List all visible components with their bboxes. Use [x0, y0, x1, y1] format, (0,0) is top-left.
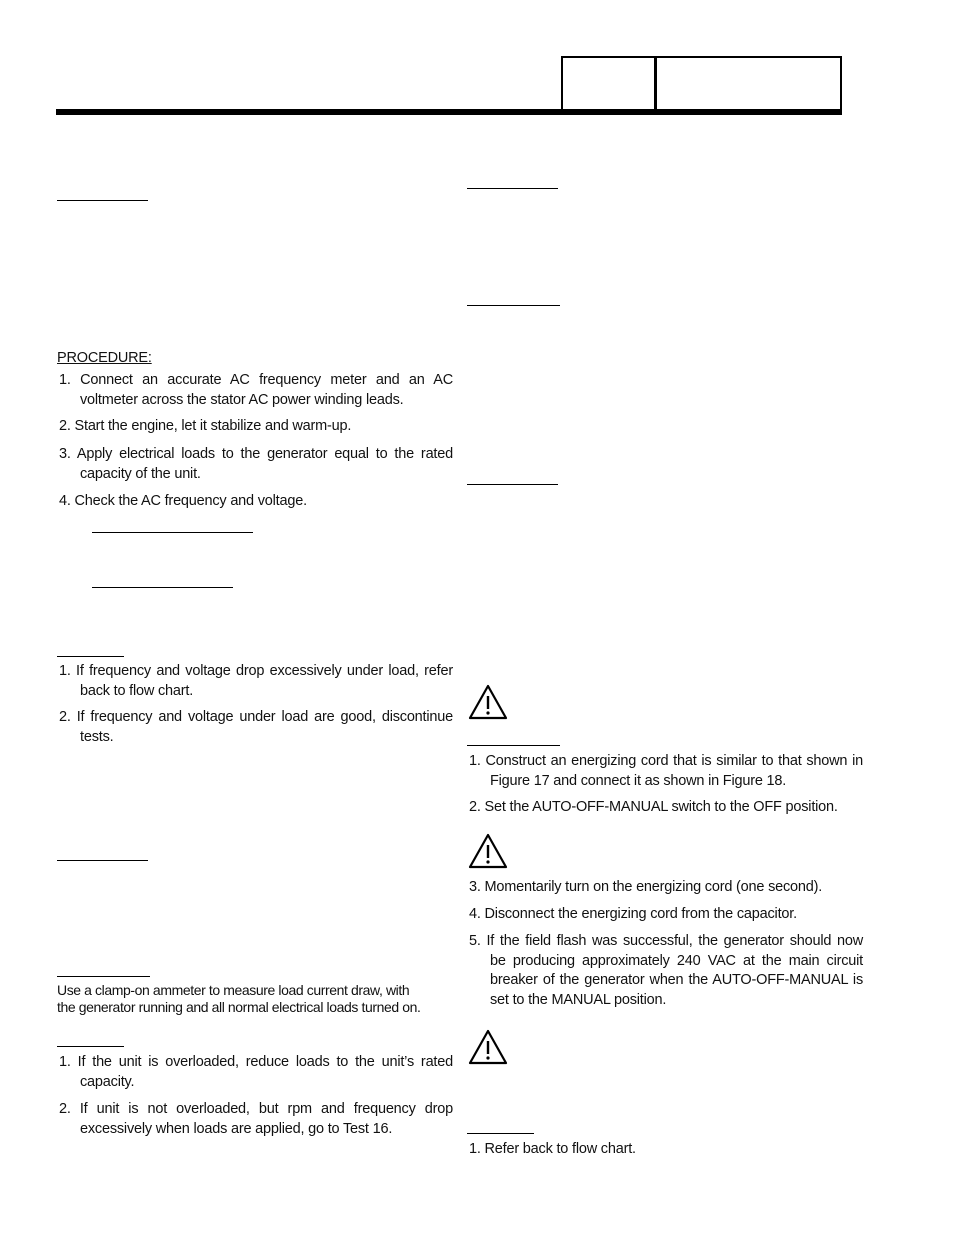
heading-underline: [467, 745, 560, 746]
heading-underline: [92, 587, 233, 588]
heading-underline: [92, 532, 253, 533]
header-rule: [56, 109, 842, 115]
procedure-step: 4. Check the AC frequency and voltage.: [59, 493, 307, 509]
procedure-step: 1. Construct an energizing cord that is similar to that shown in Figure 17 and connect it as shown in Figure 18.: [469, 753, 863, 789]
result-item: 1. If the unit is overloaded, reduce loads to the unit’s rated capacity.: [59, 1054, 453, 1090]
header-box-title: [654, 56, 842, 111]
procedure-step: 2. Start the engine, let it stabilize and warm-up.: [59, 418, 352, 434]
warning-triangle-icon: [468, 1029, 508, 1065]
heading-underline: [57, 656, 124, 657]
warning-triangle-icon: [468, 684, 508, 720]
procedure-step: 4. Disconnect the energizing cord from the capacitor.: [469, 906, 797, 922]
heading-underline: [57, 1046, 124, 1047]
heading-underline: [57, 976, 150, 977]
result-item: 2. If frequency and voltage under load are good, discontinue tests.: [59, 709, 453, 745]
procedure-step: 3. Momentarily turn on the energizing cord (one second).: [469, 879, 823, 895]
heading-underline: [467, 188, 558, 189]
heading-underline: [57, 860, 148, 861]
procedure-heading: PROCEDURE:: [57, 350, 152, 366]
warning-triangle-icon: [468, 833, 508, 869]
result-item: 1. If frequency and voltage drop excessively under load, refer back to flow chart.: [59, 663, 453, 699]
procedure-step: 3. Apply electrical loads to the generator equal to the rated capacity of the unit.: [59, 446, 453, 482]
heading-underline: [467, 484, 558, 485]
heading-underline: [467, 1133, 534, 1134]
header-box-section: [561, 56, 657, 111]
procedure-text: Use a clamp-on ammeter to measure load current draw, with the generator running and all normal electrical loads turned on.: [57, 982, 421, 1015]
procedure-step: 2. Set the AUTO-OFF-MANUAL switch to the OFF position.: [469, 799, 838, 815]
procedure-step: 1. Connect an accurate AC frequency meter and an AC voltmeter across the stator AC power winding leads.: [59, 372, 453, 408]
heading-underline: [57, 200, 148, 201]
result-item: 2. If unit is not overloaded, but rpm and frequency drop excessively when loads are applied, go to Test 16.: [59, 1101, 453, 1137]
procedure-step: 5. If the field flash was successful, the generator should now be producing approximately 240 VAC at the main circuit breaker of the generator when the AUTO-OFF-MANUAL is set to the MANUAL position.: [469, 933, 863, 1008]
heading-underline: [467, 305, 560, 306]
result-item: 1. Refer back to flow chart.: [469, 1141, 636, 1157]
